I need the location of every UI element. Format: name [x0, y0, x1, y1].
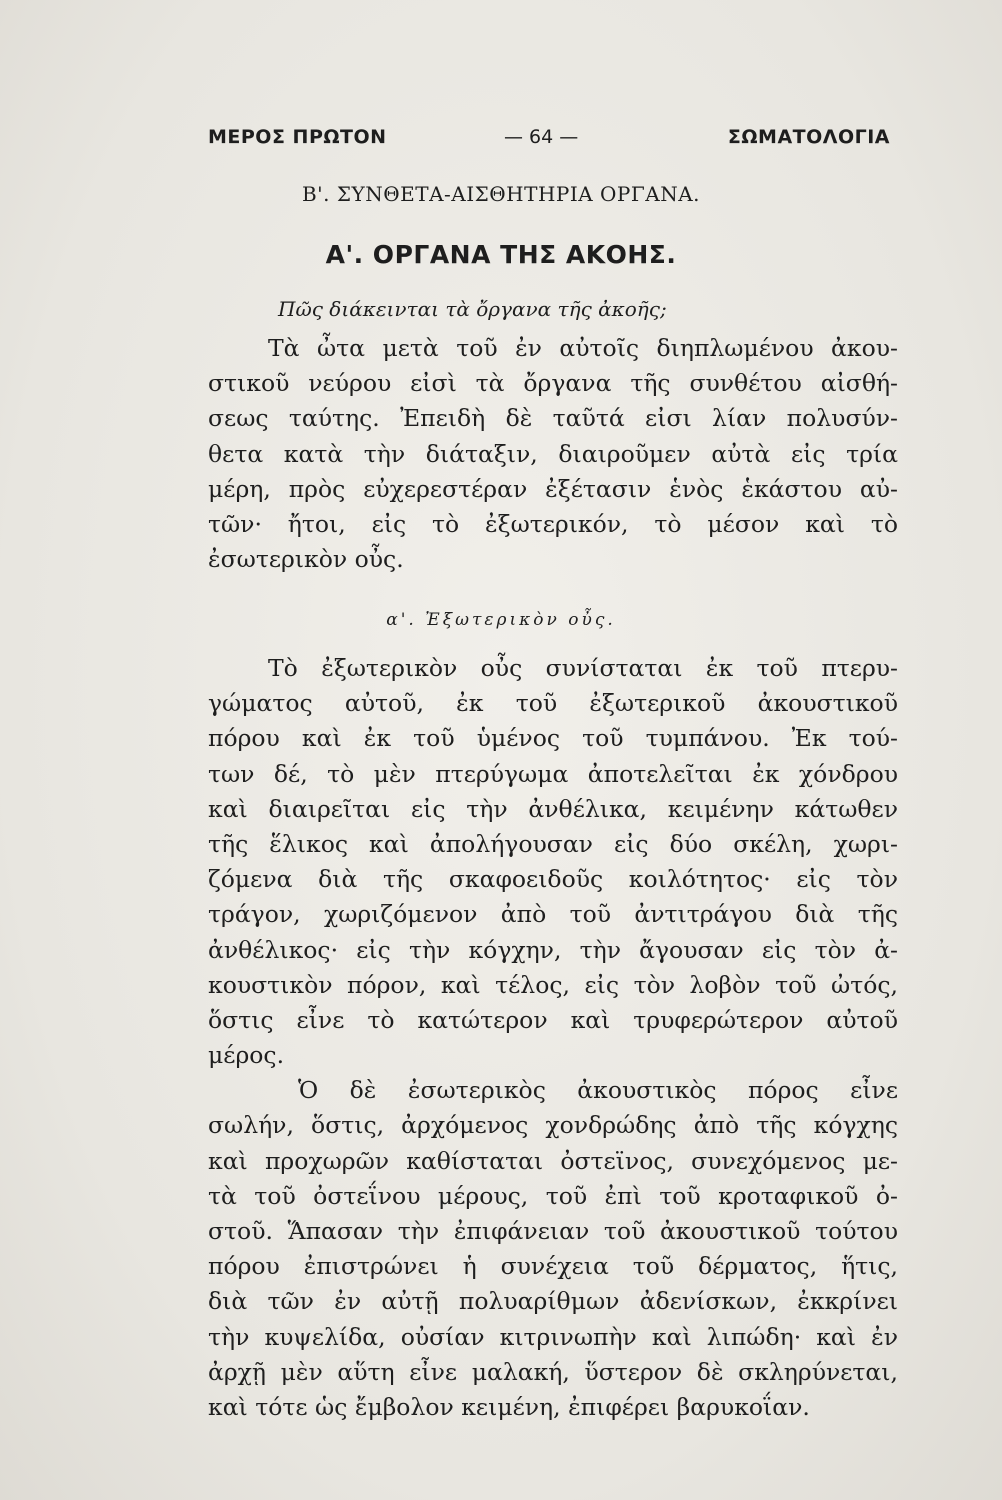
- text-line: ἀνθέλικος· εἰς τὴν κόγχην, τὴν ἄγουσαν εἰς τὸν ἀ-: [208, 935, 898, 964]
- text-line: τὰ τοῦ ὀστεΐνου μέρους, τοῦ ἐπὶ τοῦ κροταφικοῦ ὀ-: [208, 1181, 898, 1210]
- text-line: τὴν κυψελίδα, οὐσίαν κιτρινωπὴν καὶ λιπώδη· καὶ ἐν: [208, 1322, 898, 1351]
- text-line: κουστικὸν πόρον, καὶ τέλος, εἰς τὸν λοβὸν τοῦ ὠτός,: [208, 970, 898, 999]
- subsection-heading: α'. Ἐξωτερικὸν οὖς.: [386, 610, 616, 630]
- text-line: πόρου καὶ ἐκ τοῦ ὑμένος τοῦ τυμπάνου. Ἐκ τού-: [208, 724, 898, 753]
- text-line: των δέ, τὸ μὲν πτερύγωμα ἀποτελεῖται ἐκ χόνδρου: [208, 759, 898, 788]
- question-heading: Πῶς διάκεινται τὰ ὄργανα τῆς ἀκοῆς;: [278, 297, 667, 321]
- text-line: διὰ τῶν ἐν αὐτῇ πολυαρίθμων ἀδενίσκων, ἐκκρίνει: [208, 1287, 898, 1316]
- text-line: Τὸ ἐξωτερικὸν οὖς συνίσταται ἐκ τοῦ πτερυ-: [268, 654, 898, 682]
- text-line: πόρου ἐπιστρώνει ἡ συνέχεια τοῦ δέρματος, ἥτις,: [208, 1252, 898, 1281]
- text-line: θετα κατὰ τὴν διάταξιν, διαιροῦμεν αὐτὰ εἰς τρία: [208, 439, 898, 468]
- text-line: στικοῦ νεύρου εἰσὶ τὰ ὄργανα τῆς συνθέτου αἰσθή-: [208, 369, 898, 398]
- page-number: — 64 —: [504, 126, 579, 148]
- text-line: ἐσωτερικὸν οὖς.: [208, 545, 404, 574]
- text-line: στοῦ. Ἅπασαν τὴν ἐπιφάνειαν τοῦ ἀκουστικοῦ τούτου: [208, 1217, 898, 1245]
- running-head: [208, 120, 890, 152]
- text-line: τῆς ἕλικος καὶ ἀπολήγουσαν εἰς δύο σκέλη, χωρι-: [208, 829, 898, 858]
- text-line: ζόμενα διὰ τῆς σκαφοειδοῦς κοιλότητος· εἰς τὸν: [208, 865, 898, 894]
- running-head-part: ΜΕΡΟΣ ΠΡΩΤΟΝ: [208, 126, 387, 148]
- text-line: τῶν· ἤτοι, εἰς τὸ ἐξωτερικόν, τὸ μέσον καὶ τὸ: [208, 509, 898, 538]
- text-line: Ὁ δὲ ἐσωτερικὸς ἀκουστικὸς πόρος εἶνε: [298, 1076, 898, 1105]
- text-line: καὶ προχωρῶν καθίσταται ὀστεϊνος, συνεχόμενος με-: [208, 1146, 898, 1175]
- running-head-subject: ΣΩΜΑΤΟΛΟΓΙΑ: [727, 126, 890, 148]
- text-line: γώματος αὐτοῦ, ἐκ τοῦ ἐξωτερικοῦ ἀκουστικοῦ: [208, 689, 898, 718]
- text-line: μέρος.: [208, 1041, 285, 1070]
- text-line: ὅστις εἶνε τὸ κατώτερον καὶ τρυφερώτερον αὐτοῦ: [208, 1005, 898, 1034]
- text-line: σεως ταύτης. Ἐπειδὴ δὲ ταῦτά εἰσι λίαν πολυσύν-: [208, 404, 898, 433]
- text-line: μέρη, πρὸς εὐχερεστέραν ἐξέτασιν ἑνὸς ἑκάστου αὐ-: [208, 474, 898, 503]
- paragraph-external-ear: [208, 651, 898, 1425]
- paragraph-intro: [208, 331, 898, 577]
- text-line: ἀρχῇ μὲν αὕτη εἶνε μαλακή, ὕστερον δὲ σκληρύνεται,: [208, 1357, 898, 1386]
- chapter-title: Α'. ΟΡΓΑΝΑ ΤΗΣ ΑΚΟΗΣ.: [325, 240, 677, 269]
- text-line: καὶ τότε ὡς ἔμβολον κειμένη, ἐπιφέρει βαρυκοΐαν.: [208, 1392, 810, 1421]
- text-line: τράγον, χωριζόμενον ἀπὸ τοῦ ἀντιτράγου διὰ τῆς: [208, 900, 898, 929]
- section-title: Β'. ΣΥΝΘΕΤΑ-ΑΙΣΘΗΤΗΡΙΑ ΟΡΓΑΝΑ.: [301, 182, 701, 206]
- text-line: καὶ διαιρεῖται εἰς τὴν ἀνθέλικα, κειμένην κάτωθεν: [208, 794, 898, 823]
- text-line: Τὰ ὦτα μετὰ τοῦ ἐν αὐτοῖς διηπλωμένου ἀκου-: [268, 334, 898, 362]
- text-line: σωλήν, ὅστις, ἀρχόμενος χονδρώδης ἀπὸ τῆς κόγχης: [208, 1111, 898, 1140]
